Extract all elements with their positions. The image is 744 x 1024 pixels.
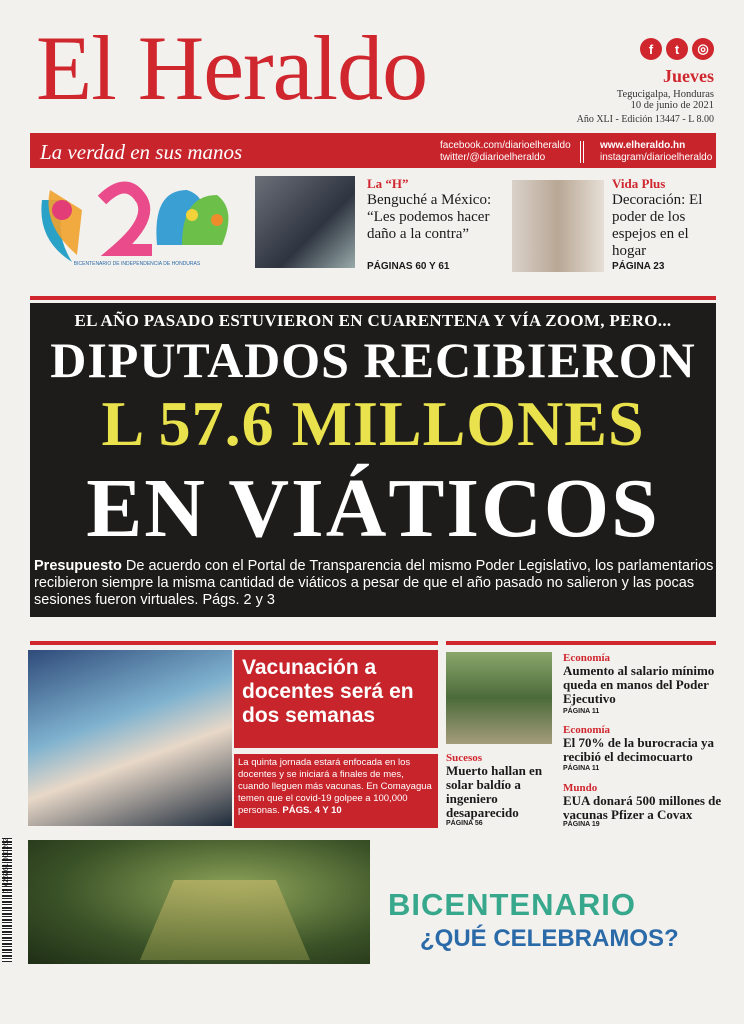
lead-text: De acuerdo con el Portal de Transparencia del mismo Poder Legislativo, los parlamentarios recibieron siempre la misma cantidad de viáticos a pesar de que el año pasado no salieron y las pocas sesiones fueron virtuales. Págs. 2 y 3	[34, 558, 714, 608]
social-icons	[640, 38, 714, 60]
bicentenario-logo	[32, 170, 242, 270]
main-rule	[30, 296, 716, 300]
decor-photo[interactable]	[512, 180, 604, 272]
facebook-icon[interactable]: f	[640, 38, 662, 60]
twitter-icon[interactable]: t	[666, 38, 688, 60]
gym-photo[interactable]	[255, 176, 355, 268]
tagline: La verdad en sus manos	[40, 140, 243, 164]
sports-pages: PÁGINAS 60 Y 61	[367, 261, 450, 272]
sucesos-photo[interactable]	[446, 652, 552, 744]
day-name: Jueves	[663, 66, 714, 86]
twitter-link[interactable]: twitter/@diarioelheraldo	[440, 152, 546, 163]
vaccination-body-text: La quinta jornada estará enfocada en los docentes y se iniciará a finales de mes, cuando lleguen más vacunas. En Comayagua temen que el covid-19 golpee a 100,000 personas.	[238, 757, 432, 816]
sports-headline[interactable]: Benguché a México: “Les podemos hacer daño a la contra”	[367, 192, 492, 242]
economy-page-2: PÁGINA 11	[563, 765, 600, 772]
vaccination-rule	[30, 641, 438, 645]
bicentenario-logo-text: BICENTENARIO DE INDEPENDENCIA DE HONDURAS	[73, 261, 201, 267]
lifestyle-section-tag: Vida Plus	[612, 176, 666, 191]
website-link[interactable]: www.elheraldo.hn	[600, 140, 686, 151]
sucesos-page: PÁGINA 56	[446, 820, 483, 827]
main-headline-line1[interactable]: DIPUTADOS RECIBIERON	[50, 332, 696, 388]
lead-label: Presupuesto	[34, 558, 122, 574]
world-tag: Mundo	[563, 782, 598, 794]
main-headline-line3[interactable]: EN VIÁTICOS	[86, 462, 660, 555]
edition-line: Año XLI - Edición 13447 - L 8.00	[576, 114, 714, 125]
sports-section-tag: La “H”	[367, 176, 409, 191]
vaccination-pages: PÁGS. 4 Y 10	[282, 805, 342, 816]
economy-headline-1[interactable]: Aumento al salario mínimo queda en manos del Poder Ejecutivo	[563, 663, 715, 706]
vaccination-body	[238, 757, 436, 817]
instagram-link[interactable]: instagram/diarioelheraldo	[600, 152, 713, 163]
lifestyle-headline[interactable]: Decoración: El poder de los espejos en el hogar	[612, 192, 703, 259]
facebook-link[interactable]: facebook.com/diarioelheraldo	[440, 140, 571, 151]
world-headline[interactable]: EUA donará 500 millones de vacunas Pfizer a Covax	[563, 793, 722, 822]
instagram-icon[interactable]: ◎	[692, 38, 714, 60]
city-line: Tegucigalpa, Honduras	[616, 89, 714, 100]
ad-subtitle[interactable]: ¿QUÉ CELEBRAMOS?	[420, 925, 679, 952]
economy-headline-2[interactable]: El 70% de la burocracia ya recibió el decimocuarto	[563, 735, 715, 764]
economy-page-1: PÁGINA 11	[563, 708, 600, 715]
vaccination-photo[interactable]	[28, 650, 232, 826]
world-page: PÁGINA 19	[563, 821, 600, 828]
vaccination-headline[interactable]: Vacunación a docentes será en dos semanas	[242, 656, 414, 727]
economy-tag-1: Economía	[563, 652, 611, 664]
main-kicker: EL AÑO PASADO ESTUVIERON EN CUARENTENA Y VÍA ZOOM, PERO...	[74, 311, 672, 330]
sucesos-tag: Sucesos	[446, 752, 483, 764]
sucesos-headline[interactable]: Muerto hallan en solar baldío a ingeniero desaparecido	[446, 763, 543, 820]
economy-tag-2: Economía	[563, 724, 611, 736]
ad-title[interactable]: BICENTENARIO	[388, 887, 636, 922]
lifestyle-pages: PÁGINA 23	[612, 261, 665, 272]
link-divider	[580, 141, 584, 163]
date-line: 10 de junio de 2021	[630, 100, 714, 111]
main-lead	[34, 558, 714, 609]
barcode-number: 7 426261 000262	[3, 838, 10, 893]
right-column-rule	[446, 641, 716, 645]
main-headline-line2[interactable]: L 57.6 MILLONES	[101, 388, 645, 459]
newspaper-logo[interactable]: El Heraldo	[36, 17, 428, 119]
